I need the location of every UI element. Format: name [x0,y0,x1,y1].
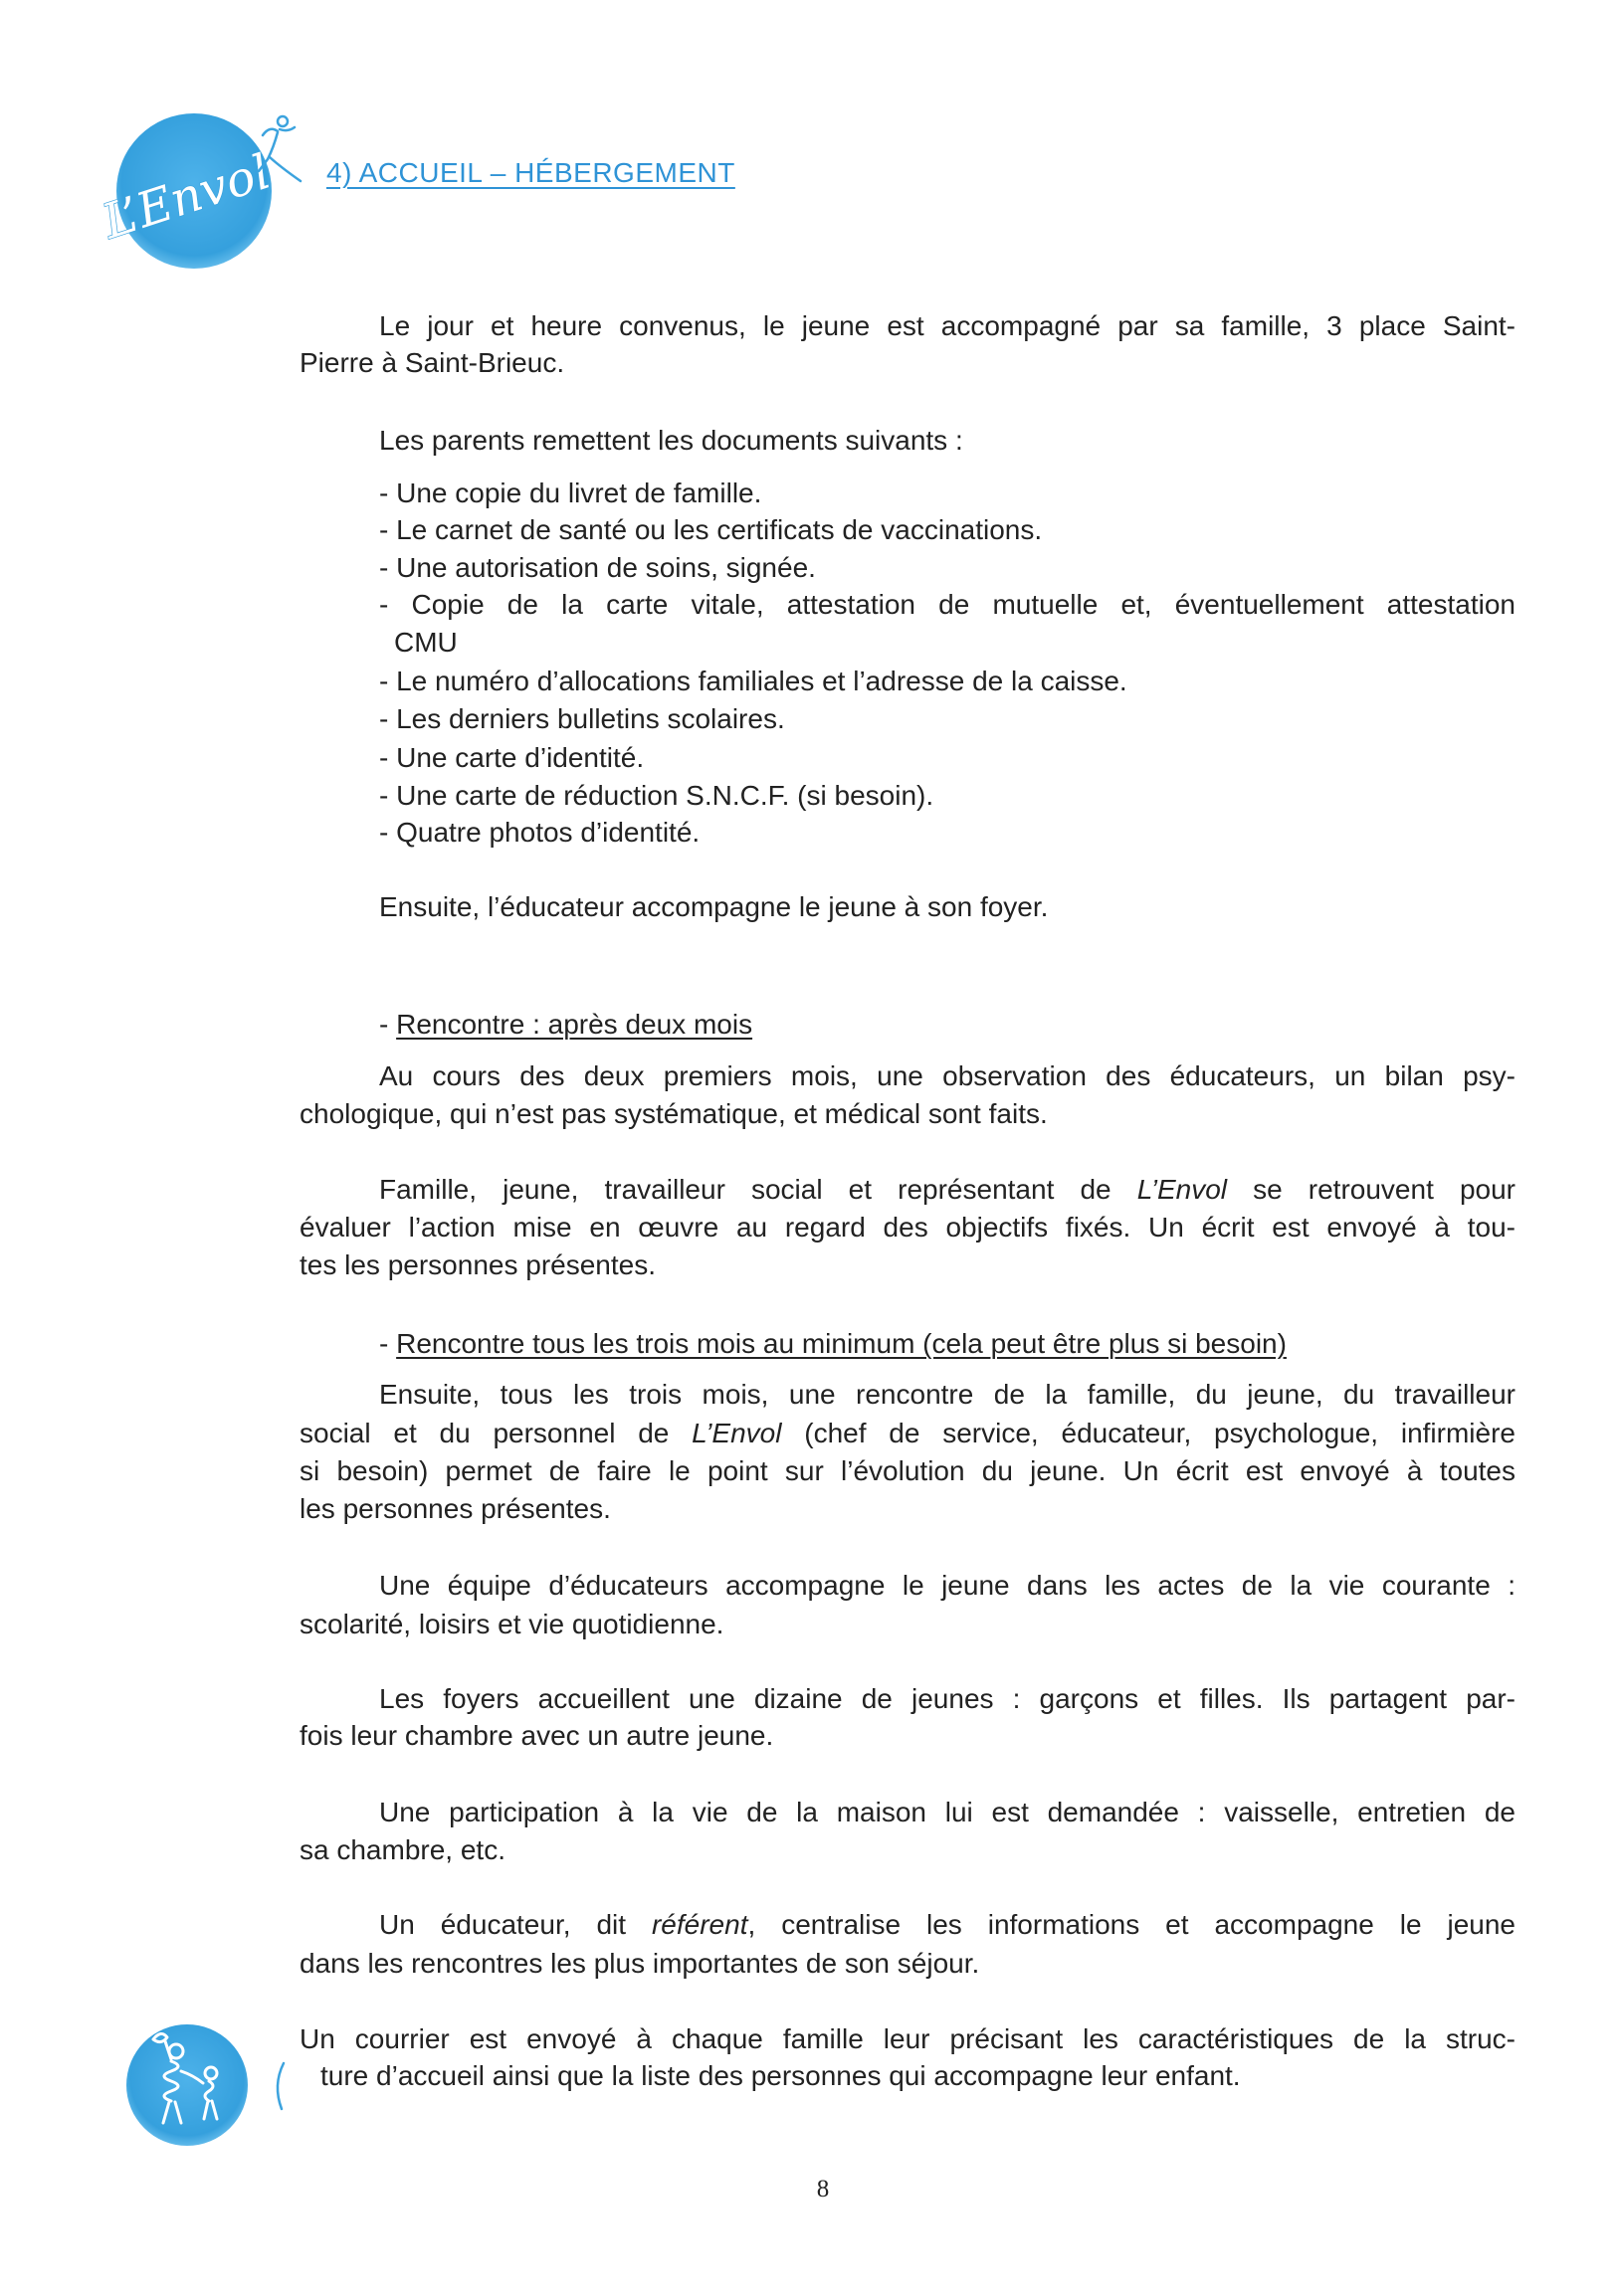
heading-dash: - [379,1009,397,1040]
body-line: Une équipe d’éducateurs accompagne le jeune dans les actes de la vie courante : [379,1570,1515,1601]
text-segment: social et du personnel de [300,1418,693,1448]
body-line: Ensuite, tous les trois mois, une rencontre de la famille, du jeune, du travailleur [379,1379,1515,1410]
body-line: Une participation à la vie de la maison lui est demandée : vaisselle, entretien de [379,1797,1515,1827]
italic-org-name: L’Envol [1136,1174,1227,1205]
section-heading-quarterly [379,1325,1515,1363]
body-line: Au cours des deux premiers mois, une observation des éducateurs, un bilan psy- [379,1060,1515,1091]
list-item: - Le numéro d’allocations familiales et l’adresse de la caisse. [379,666,1127,696]
bracket-mark [278,2063,284,2109]
body-line [379,1171,1515,1209]
body-line: ture d’accueil ainsi que la liste des personnes qui accompagne leur enfant. [320,2060,1241,2091]
documents-intro: Les parents remettent les documents suivants : [379,425,963,456]
body-line: chologique, qui n’est pas systématique, et médical sont faits. [300,1098,1048,1129]
body-line: scolarité, loisirs et vie quotidienne. [300,1609,724,1639]
list-item: - Une carte d’identité. [379,742,645,773]
logo-text: L’Envol [96,143,278,251]
family-logo [119,2019,299,2154]
page-number: 8 [816,2176,830,2202]
list-item: - Les derniers bulletins scolaires. [379,703,785,734]
body-line: Le jour et heure convenus, le jeune est accompagné par sa famille, 3 place Saint- [379,310,1515,341]
text-segment: se retrouvent pour [1227,1174,1515,1205]
body-line: fois leur chambre avec un autre jeune. [300,1720,774,1751]
body-line: Les foyers accueillent une dizaine de jeunes : garçons et filles. Ils partagent par- [379,1683,1515,1714]
body-line: si besoin) permet de faire le point sur l’évolution du jeune. Un écrit est envoyé à toutes [300,1455,1515,1486]
body-line [300,1415,1515,1452]
logo-circle [126,2024,248,2146]
body-line: les personnes présentes. [300,1493,611,1524]
text-segment: , centralise les informations et accompagne le jeune [747,1909,1515,1940]
lenvol-logo [70,99,328,288]
list-item-continuation: CMU [394,627,458,658]
list-item: - Une autorisation de soins, signée. [379,552,816,583]
text-segment: (chef de service, éducateur, psychologue, infirmière [781,1418,1515,1448]
text-segment: Un éducateur, dit [379,1909,652,1940]
heading-title: Rencontre tous les trois mois au minimum (cela peut être plus si besoin) [396,1328,1287,1359]
italic-term: référent [651,1909,748,1940]
body-line: sa chambre, etc. [300,1834,505,1865]
list-item: - Le carnet de santé ou les certificats de vaccinations. [379,514,1043,545]
list-item: - Quatre photos d’identité. [379,817,701,848]
body-line: Un courrier est envoyé à chaque famille leur précisant les caractéristiques de la struc- [300,2023,1515,2054]
body-line [379,1906,1515,1944]
body-line: Ensuite, l’éducateur accompagne le jeune à son foyer. [379,891,1049,922]
page-title: 4) ACCUEIL – HÉBERGEMENT [326,157,735,188]
body-line: tes les personnes présentes. [300,1249,656,1280]
list-item: - Copie de la carte vitale, attestation de mutuelle et, éventuellement attestation [379,589,1515,620]
section-heading-two-months [379,1006,1515,1044]
body-line: évaluer l’action mise en œuvre au regard des objectifs fixés. Un écrit est envoyé à tou- [300,1212,1515,1243]
list-item: - Une carte de réduction S.N.C.F. (si besoin). [379,780,934,811]
body-line: dans les rencontres les plus importantes de son séjour. [300,1948,980,1979]
list-item: - Une copie du livret de famille. [379,478,762,508]
italic-org-name: L’Envol [692,1418,782,1448]
heading-dash: - [379,1328,397,1359]
text-segment: Famille, jeune, travailleur social et représentant de [379,1174,1137,1205]
body-line: Pierre à Saint-Brieuc. [300,347,565,378]
heading-title: Rencontre : après deux mois [396,1009,753,1040]
